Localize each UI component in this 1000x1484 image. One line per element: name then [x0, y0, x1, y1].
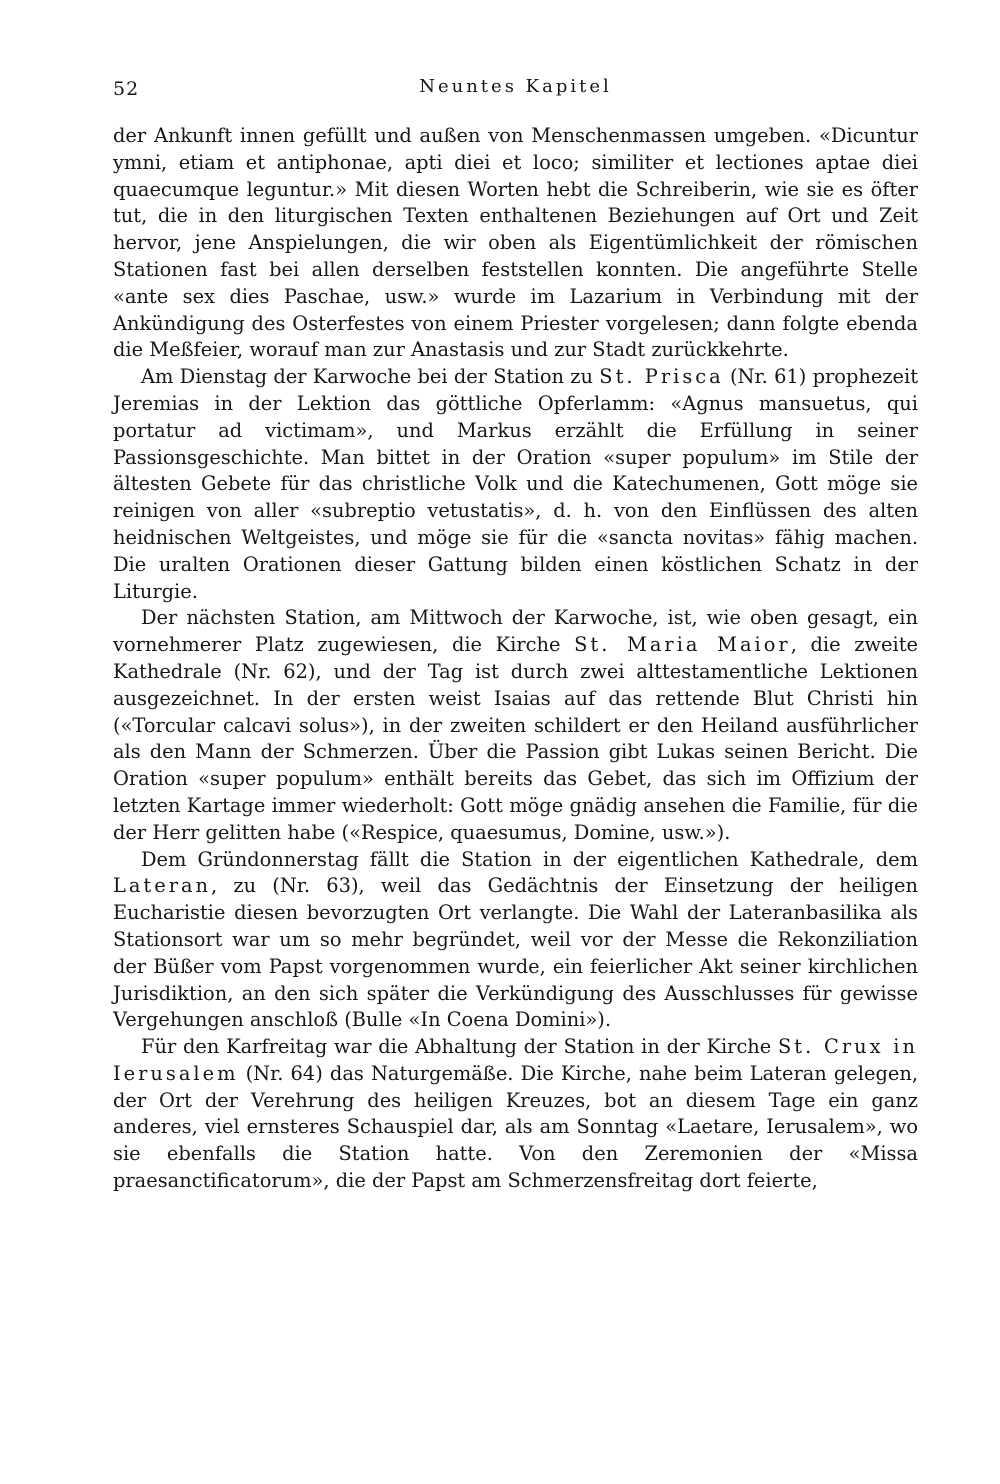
paragraph-lateran: [113, 847, 918, 1035]
text-segment: (Nr. 61) prophezeit Jeremias in der Lektion das göttliche Opferlamm: «Agnus mansuetus, qui portatur ad victimam», und Markus erzählt die Erfüllung in seiner Passionsgeschichte. Man bittet in der Oration «super populum» im Stile der ältesten Gebete für das christliche Volk und die Katechumenen, Gott möge sie reinigen von aller «subreptio vetustatis», d. h. von den Einflüssen des alten heidnischen Weltgeistes, und möge sie für die «sancta novitas» fähig machen. Die uralten Orationen dieser Gattung bilden einen köstlichen Schatz in der Liturgie.: [113, 365, 919, 603]
text-segment: , die zweite Kathedrale (Nr. 62), und der Tag ist durch zwei alttestamentliche Lektionen ausgezeichnet. In der ersten weist Isaias auf das rettende Blut Christi hin («Torcular calcavi solus»), in der zweiten schildert er den Heiland ausführlicher als den Mann der Schmerzen. Über die Passion gibt Lukas seinen Bericht. Die Oration «super populum» enthält bereits das Gebet, das sich im Offizium der letzten Kartage immer wiederholt: Gott möge gnädig ansehen die Familie, für die der Herr gelitten habe («Respice, quaesumus, Domine, usw.»).: [113, 633, 919, 844]
paragraph-st-prisca: [113, 364, 918, 605]
church-name-spaced: St. Prisca: [599, 365, 724, 389]
paragraph-st-maria-maior: [113, 605, 918, 846]
paragraph-st-crux: [113, 1034, 918, 1195]
text-segment: Dem Gründonnerstag fällt die Station in der eigentlichen Kathedrale, dem: [141, 847, 918, 871]
church-name-spaced: Lateran: [113, 874, 212, 898]
body-text: [113, 123, 918, 1195]
text-segment: , zu (Nr. 63), weil das Gedächtnis der Einsetzung der heiligen Eucharistie diesen bevorzugten Ort verlangte. Die Wahl der Lateranbasilika als Stationsort war um so mehr begründet, weil vor der Messe die Rekonziliation der Büßer vom Papst vorgenommen wurde, ein feierlicher Akt seiner kirchlichen Jurisdiktion, an den sich später die Verkündigung des Ausschlusses für gewisse Vergehungen anschloß (Bulle «In Coena Domini»).: [113, 874, 918, 1032]
text-segment: Der nächsten Station, am Mittwoch der Karwoche, ist, wie oben gesagt, ein vornehmerer Platz zugewiesen, die Kirche: [113, 606, 918, 657]
church-name-spaced: St. Crux in Ierusalem: [113, 1035, 918, 1085]
page-number: 52: [113, 78, 140, 100]
text-segment: Für den Karfreitag war die Abhaltung der Station in der Kirche: [141, 1035, 779, 1059]
text-segment: Am Dienstag der Karwoche bei der Station zu: [141, 365, 600, 389]
page-header: [113, 76, 918, 106]
text-segment: (Nr. 64) das Naturgemäße. Die Kirche, nahe beim Lateran gelegen, der Ort der Verehrung des heiligen Kreuzes, bot an diesem Tage ein ganz anderes, viel ernsteres Schauspiel dar, als am Sonntag «Laetare, Ierusalem», wo sie ebenfalls die Station hatte. Von den Zeremonien der «Missa praesanctificatorum», die der Papst am Schmerzensfreitag dort feierte,: [113, 1061, 918, 1193]
running-head: Neuntes Kapitel: [419, 76, 612, 97]
paragraph-continuation: [113, 123, 918, 364]
text-segment: der Ankunft innen gefüllt und außen von Menschenmassen umgeben. «Dicuntur ymni, etiam et antiphonae, apti diei et loco; similiter et lectiones aptae diei quaecumque leguntur.» Mit diesen Worten hebt die Schreiberin, wie sie es öfter tut, die in den liturgischen Texten enthaltenen Beziehungen auf Ort und Zeit hervor, jene Anspielungen, die wir oben als Eigentümlichkeit der römischen Stationen fast bei allen derselben feststellen konnten. Die angeführte Stelle «ante sex dies Paschae, usw.» wurde im Lazarium in Verbindung mit der Ankündigung des Osterfestes von einem Priester vorgelesen; dann folgte ebenda die Meßfeier, worauf man zur Anastasis und zur Stadt zurückkehrte.: [113, 124, 918, 362]
church-name-spaced: St. Maria Maior: [574, 633, 791, 657]
